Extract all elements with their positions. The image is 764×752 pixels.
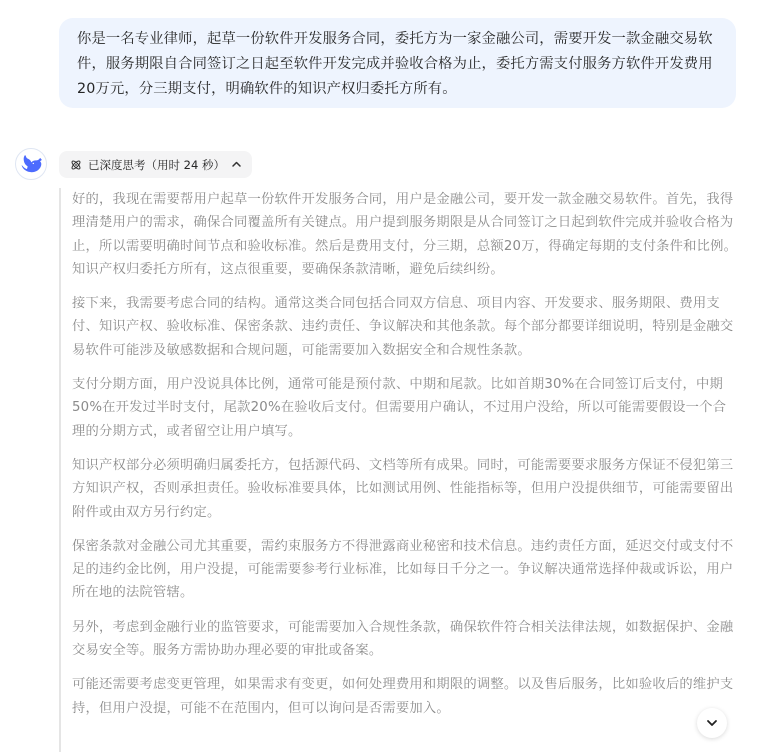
deep-think-label: 已深度思考（用时 24 秒） [88, 157, 225, 172]
thinking-paragraph: 另外，考虑到金融行业的监管要求，可能需要加入合规性条款，确保软件符合相关法律法规，如数据保护、金融交易安全等。服务方需协助办理必要的审批或备案。 [72, 619, 734, 659]
thinking-paragraph: 接下来，我需要考虑合同的结构。通常这类合同包括合同双方信息、项目内容、开发要求、服务期限、费用支付、知识产权、验收标准、保密条款、违约责任、争议解决和其他条款。每个部分都要详细说明，特别是金融交易软件可能涉及敏感数据和合规问题，可能需要加入数据安全和合规性条款。 [72, 296, 734, 358]
deep-think-toggle[interactable] [59, 151, 252, 178]
user-message-bubble [59, 18, 736, 108]
thinking-paragraph: 保密条款对金融公司尤其重要，需约束服务方不得泄露商业秘密和技术信息。违约责任方面，延迟交付或支付不足的违约金比例，用户没提，可能需要参考行业标准，比如每日千分之一。争议解决通常选择仲裁或诉讼，用户所在地的法院管辖。 [72, 538, 734, 601]
thinking-paragraph: 支付分期方面，用户没说具体比例，通常可能是预付款、中期和尾款。比如首期30%在合同签订后支付，中期50%在开发过半时支付，尾款20%在验收后支付。但需要用户确认，不过用户没给，所以可能需要假设一个合理的分期方式，或者留空让用户填写。 [72, 377, 727, 439]
assistant-avatar [15, 148, 47, 180]
thinking-paragraph: 知识产权部分必须明确归属委托方，包括源代码、文档等所有成果。同时，可能需要要求服务方保证不侵犯第三方知识产权，否则承担责任。验收标准要具体，比如测试用例、性能指标等，但用户没提供细节，可能需要留出附件或由双方另行约定。 [72, 457, 734, 520]
atom-icon [70, 159, 82, 171]
thinking-paragraph: 好的，我现在需要帮用户起草一份软件开发服务合同，用户是金融公司，要开发一款金融交易软件。首先，我得理清楚用户的需求，确保合同覆盖所有关键点。用户提到服务期限是从合同签订之日起到软件完成并验收合格为止，所以需要明确时间节点和验收标准。然后是费用支付，分三期，总额20万，得确定每期的支付条件和比例。知识产权归委托方所有，这点很重要，要确保条款清晰，避免后续纠纷。 [72, 192, 738, 277]
scroll-to-bottom-button[interactable] [697, 708, 727, 738]
chevron-down-icon [705, 716, 719, 730]
thinking-paragraph: 可能还需要考虑变更管理，如果需求有变更，如何处理费用和期限的调整。以及售后服务，比如验收后的维护支持，但用户没提，可能不在范围内，但可以询问是否需要加入。 [72, 677, 734, 716]
user-message-text: 你是一名专业律师，起草一份软件开发服务合同，委托方为一家金融公司，需要开发一款金融交易软件，服务期限自合同签订之日起至软件开发完成并验收合格为止，委托方需支付服务方软件开发费用20万元，分三期支付，明确软件的知识产权归委托方所有。 [77, 31, 713, 97]
chevron-up-icon [231, 159, 242, 170]
thinking-content [59, 188, 749, 752]
whale-logo-icon [20, 155, 42, 173]
